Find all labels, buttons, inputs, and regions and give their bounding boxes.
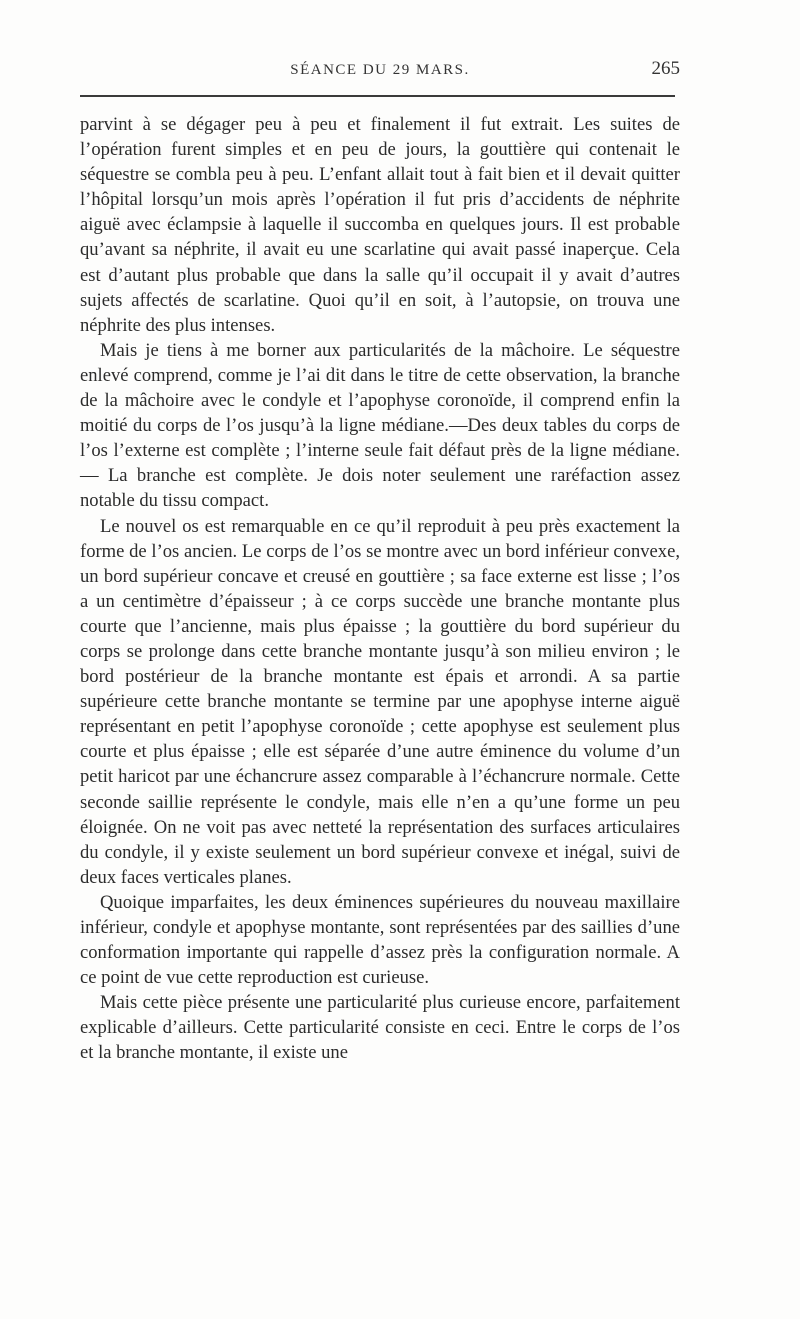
page-header xyxy=(80,58,680,88)
page-number: 265 xyxy=(651,58,680,79)
running-head: SÉANCE DU 29 MARS. xyxy=(290,62,470,78)
paragraph: Mais cette pièce présente une particularité plus curieuse encore, parfaitement explicable d’ailleurs. Cette particularité consiste en ceci. Entre le corps de l’os et la branche montante, il existe une xyxy=(80,992,680,1064)
paragraph: Quoique imparfaites, les deux éminences supérieures du nouveau maxillaire inférieur, condyle et apophyse montante, sont représentées par des saillies d’une conformation importante qui rappelle d’assez près la configuration normale. A ce point de vue cette reproduction est curieuse. xyxy=(80,891,680,989)
paragraph: Le nouvel os est remarquable en ce qu’il reproduit à peu près exactement la forme de l’os ancien. Le corps de l’os se montre avec un bord inférieur convexe, un bord supérieur concave et creusé en gouttière ; sa face externe est lisse ; l’os a un centimètre d’épaisseur ; à ce corps succède une branche montante plus courte que l’ancienne, mais plus épaisse ; la gouttière du bord supérieur du corps se prolonge dans cette branche montante jusqu’à son milieu environ ; le bord postérieur de la branche montante est épais et arrondi. A sa partie supérieure cette branche montante se termine par une apophyse interne aiguë représentant en petit l’apophyse coronoïde ; cette apophyse est seulement plus courte et plus épaisse ; elle est séparée d’une autre éminence du volume d’un petit haricot par une échancrure assez comparable à l’échancrure normale. Cette seconde saillie représente le condyle, mais elle n’en a qu’une forme un peu éloignée. On ne voit pas avec netteté la représentation des surfaces articulaires du condyle, il y existe seulement un bord supérieur convexe et inégal, suivi de deux faces verticales planes. xyxy=(80,515,680,888)
paragraph: Mais je tiens à me borner aux particularités de la mâchoire. Le séquestre enlevé comprend, comme je l’ai dit dans le titre de cette observation, la branche de la mâchoire avec le condyle et l’apophyse coronoïde, il comprend enfin la moitié du corps de l’os jusqu’à la ligne médiane.—Des deux tables du corps de l’os l’externe est complète ; l’interne seule fait défaut près de la ligne médiane.— La branche est complète. Je dois noter seulement une raréfaction assez notable du tissu compact. xyxy=(80,339,680,512)
body-text xyxy=(80,112,680,1066)
header-rule xyxy=(80,95,675,97)
paragraph: parvint à se dégager peu à peu et finalement il fut extrait. Les suites de l’opération furent simples et en peu de jours, la gouttière qui contenait le séquestre se combla peu à peu. L’enfant allait tout à fait bien et il devait quitter l’hôpital lorsqu’un mois après l’opération il fut pris d’accidents de néphrite aiguë avec éclampsie à laquelle il succomba en quelques jours. Il est probable qu’avant sa néphrite, il avait eu une scarlatine qui avait passé inaperçue. Cela est d’autant plus probable que dans la salle qu’il occupait il y avait d’autres sujets affectés de scarlatine. Quoi qu’il en soit, à l’autopsie, on trouva une néphrite des plus intenses. xyxy=(80,114,680,336)
